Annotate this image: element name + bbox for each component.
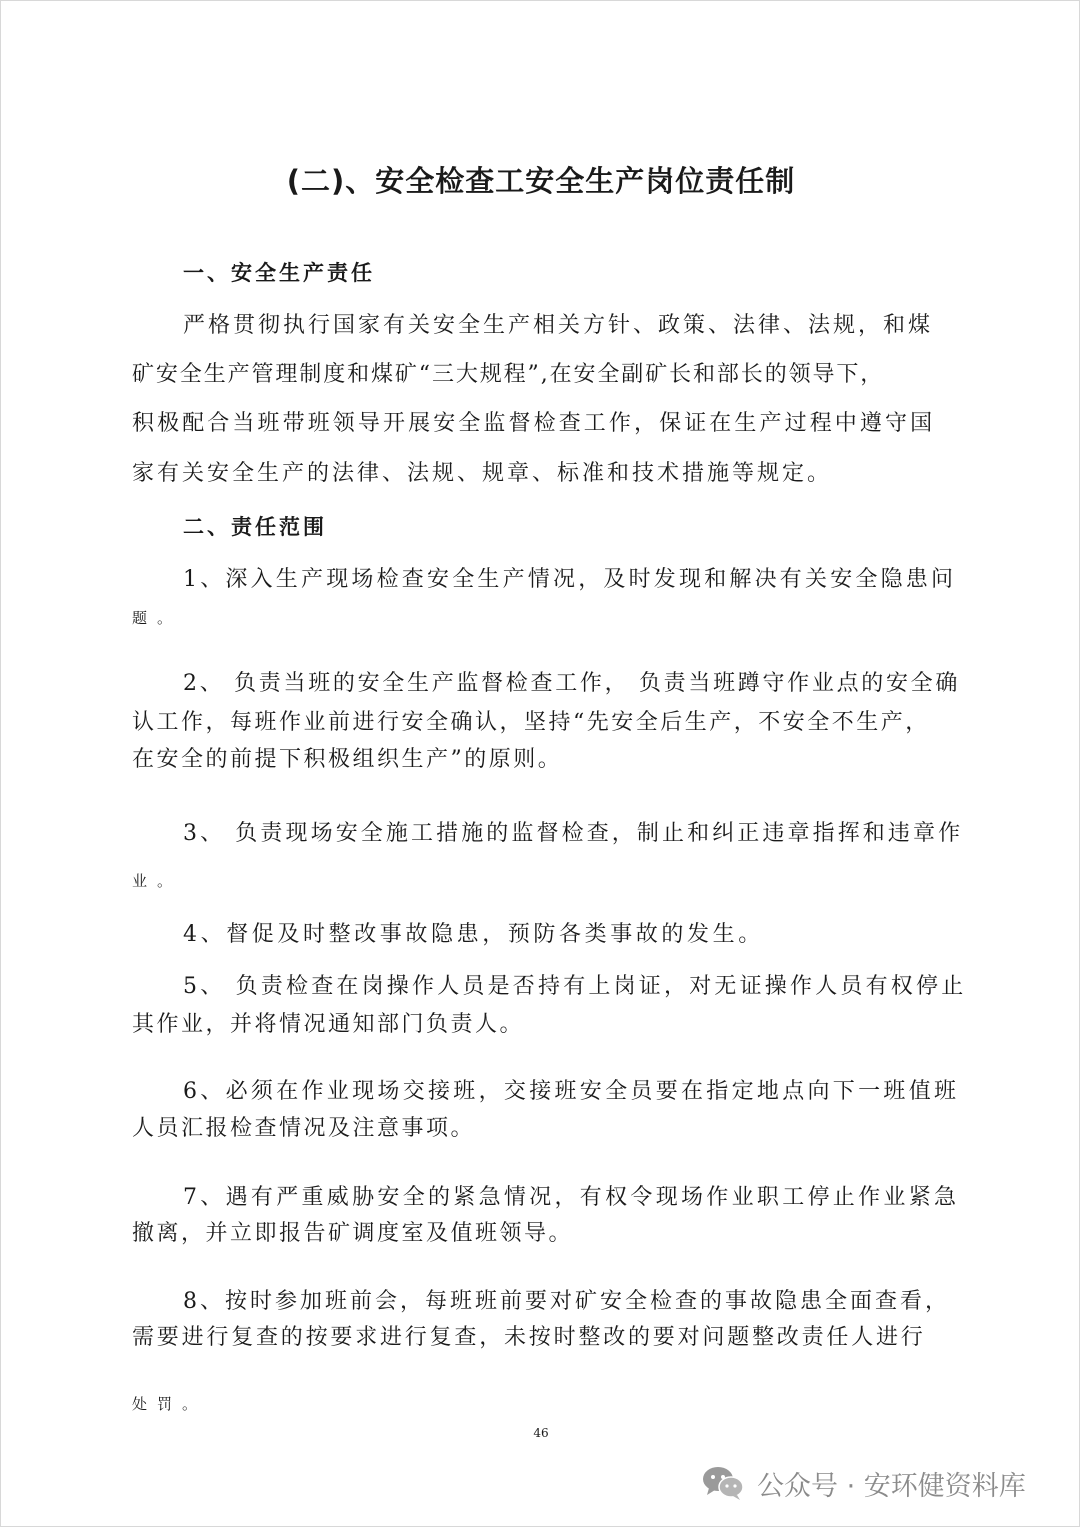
list-item-7: 撤离，并立即报告矿调度室及值班领导。 bbox=[132, 1221, 574, 1246]
paragraph-line: 严格贯彻执行国家有关安全生产相关方针、政策、法律、法规，和煤 bbox=[183, 313, 934, 338]
list-item-5: 5、 负责检查在岗操作人员是否持有上岗证，对无证操作人员有权停止 bbox=[183, 974, 967, 999]
list-item-2: 认工作，每班作业前进行安全确认，坚持“先安全后生产，不安全不生产， bbox=[132, 710, 930, 735]
list-item-8-tail: 处罚。 bbox=[132, 1395, 208, 1413]
list-item-1-tail: 题。 bbox=[132, 609, 183, 627]
list-item-3: 3、 负责现场安全施工措施的监督检查，制止和纠正违章指挥和违章作 bbox=[183, 821, 964, 846]
list-item-2: 在安全的前提下积极组织生产”的原则。 bbox=[132, 747, 563, 772]
list-item-8: 8、按时参加班前会，每班班前要对矿安全检查的事故隐患全面查看， bbox=[183, 1289, 950, 1314]
section-heading-scope: 二、责任范围 bbox=[183, 515, 327, 539]
wechat-icon bbox=[701, 1464, 745, 1502]
list-item-7: 7、遇有严重威胁安全的紧急情况，有权令现场作业职工停止作业紧急 bbox=[183, 1185, 960, 1210]
watermark bbox=[701, 1459, 1026, 1507]
page-title: (二)、安全检查工安全生产岗位责任制 bbox=[286, 164, 796, 198]
list-item-4: 4、督促及时整改事故隐患，预防各类事故的发生。 bbox=[183, 922, 764, 947]
list-item-5: 其作业，并将情况通知部门负责人。 bbox=[132, 1012, 525, 1037]
section-heading-responsibility: 一、安全生产责任 bbox=[183, 261, 375, 285]
paragraph-line: 家有关安全生产的法律、法规、规章、标准和技术措施等规定。 bbox=[132, 461, 833, 486]
page-number: 46 bbox=[533, 1426, 549, 1440]
list-item-8: 需要进行复查的按要求进行复查，未按时整改的要对问题整改责任人进行 bbox=[132, 1325, 926, 1350]
watermark-text: 公众号 · 安环健资料库 bbox=[757, 1470, 1026, 1502]
list-item-6: 6、必须在作业现场交接班，交接班安全员要在指定地点向下一班值班 bbox=[183, 1079, 960, 1104]
paragraph-line: 积极配合当班带班领导开展安全监督检查工作，保证在生产过程中遵守国 bbox=[132, 411, 936, 436]
list-item-1: 1、深入生产现场检查安全生产情况，及时发现和解决有关安全隐患问 bbox=[183, 567, 957, 592]
paragraph-line: 矿安全生产管理制度和煤矿“三大规程”,在安全副矿长和部长的领导下， bbox=[132, 362, 885, 387]
list-item-2: 2、 负责当班的安全生产监督检查工作， 负责当班蹲守作业点的安全确 bbox=[183, 671, 961, 696]
list-item-3-tail: 业。 bbox=[132, 872, 183, 890]
list-item-6: 人员汇报检查情况及注意事项。 bbox=[132, 1116, 476, 1141]
